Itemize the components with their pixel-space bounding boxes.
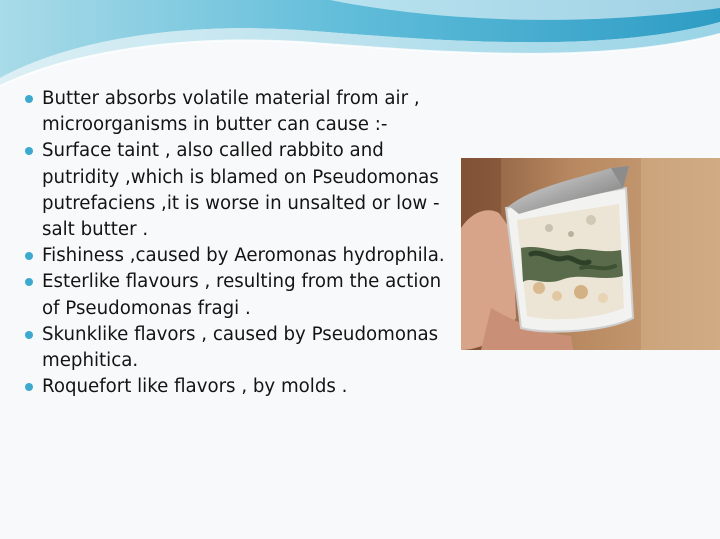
bullet-text: Butter absorbs volatile material from air , microorganisms in butter can cause :- — [42, 88, 420, 136]
bullet-item — [22, 374, 462, 400]
bullet-dot-icon — [25, 331, 33, 339]
bullet-dot-icon — [25, 95, 33, 103]
bullet-text: Roquefort like flavors , by molds . — [42, 376, 348, 398]
bullet-list — [22, 86, 462, 400]
bullet-text: Fishiness ,caused by Aeromonas hydrophila. — [42, 245, 445, 267]
bullet-text: Surface taint , also called rabbito and putridity ,which is blamed on Pseudomonas putrefaciens ,it is worse in unsalted or low -salt butter . — [42, 140, 440, 241]
bullet-item — [22, 243, 462, 269]
bullet-dot-icon — [25, 252, 33, 260]
bullet-item — [22, 269, 462, 321]
bullet-text: Esterlike flavours , resulting from the action of Pseudomonas fragi . — [42, 271, 442, 319]
moldy-butter-photo — [461, 158, 720, 350]
bullet-text: Skunklike flavors , caused by Pseudomonas mephitica. — [42, 323, 439, 372]
bullet-item — [22, 86, 462, 138]
bullet-dot-icon — [25, 147, 33, 155]
bullet-item — [22, 322, 462, 374]
bullet-dot-icon — [25, 383, 33, 391]
header-wave-decoration — [0, 0, 720, 95]
bullet-item — [22, 138, 462, 243]
bullet-dot-icon — [25, 278, 33, 286]
